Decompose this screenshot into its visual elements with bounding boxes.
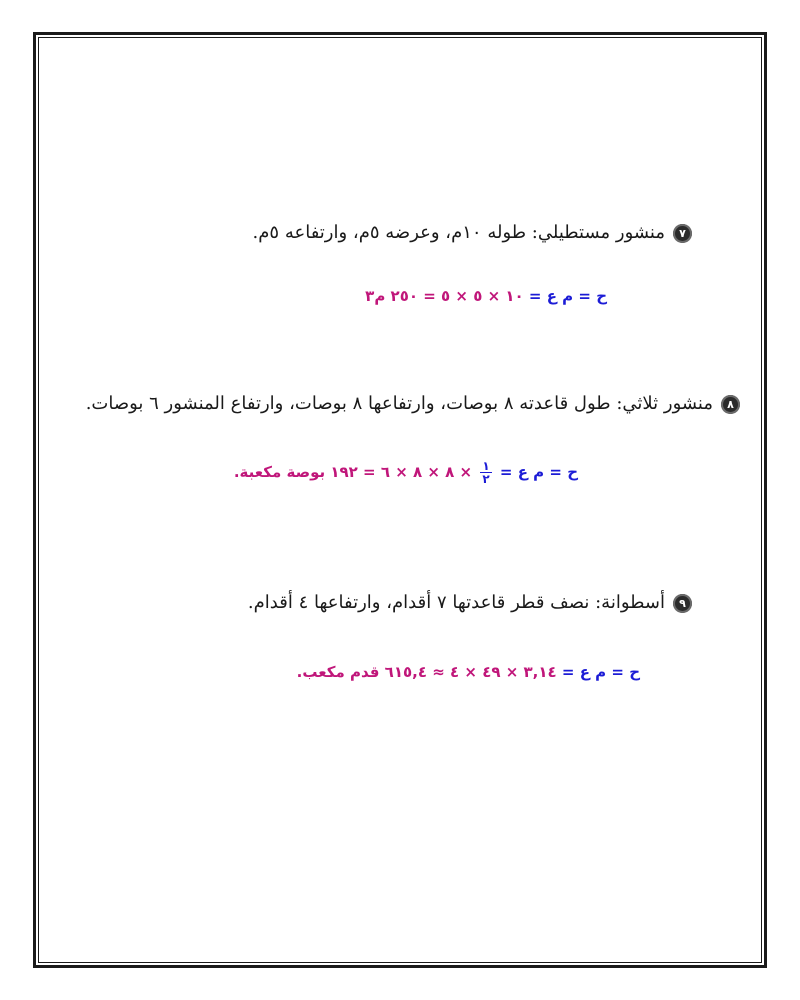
problem-7-statement — [253, 222, 692, 243]
problem-7-formula — [365, 287, 607, 305]
problem-8-formula-mid: × ٨ × ٨ × ٦ = ١٩٢ — [330, 463, 473, 481]
problem-8-fraction-numerator: ١ — [482, 459, 490, 473]
page-border-inner — [38, 37, 762, 963]
problem-9-formula — [297, 663, 640, 681]
problem-8-fraction-denominator: ٢ — [482, 472, 490, 486]
problem-9-text: أسطوانة: نصف قطر قاعدتها ٧ أقدام، وارتفاعها ٤ أقدام. — [247, 592, 665, 613]
problem-8-formula-lhs: ح = م ع = — [499, 463, 578, 481]
problem-9-formula-unit: قدم مكعب. — [296, 663, 380, 681]
problem-9-number-badge: ٩ — [673, 594, 692, 613]
problem-9-formula-mid: ٣,١٤ × ٤٩ × ٤ ≈ ٦١٥,٤ — [384, 663, 557, 681]
problem-8-number-badge: ٨ — [721, 395, 740, 414]
problem-7-formula-lhs: ح = م ع = — [528, 287, 607, 305]
problem-7-formula-rhs: ١٠ × ٥ × ٥ = ٢٥٠ م٣ — [365, 287, 524, 305]
problem-9-statement — [248, 592, 692, 613]
problem-8-statement — [86, 393, 740, 414]
problem-7-number-badge: ٧ — [673, 224, 692, 243]
problem-7-text: منشور مستطيلي: طوله ١٠م، وعرضه ٥م، وارتفاعه ٥م. — [252, 222, 665, 243]
problem-8-formula-unit: بوصة مكعبة. — [233, 463, 326, 481]
problem-9-formula-lhs: ح = م ع = — [561, 663, 640, 681]
problem-8-fraction-half — [480, 460, 491, 485]
problem-8-formula — [234, 460, 578, 485]
problem-8-text: منشور ثلاثي: طول قاعدته ٨ بوصات، وارتفاعها ٨ بوصات، وارتفاع المنشور ٦ بوصات. — [85, 393, 713, 414]
